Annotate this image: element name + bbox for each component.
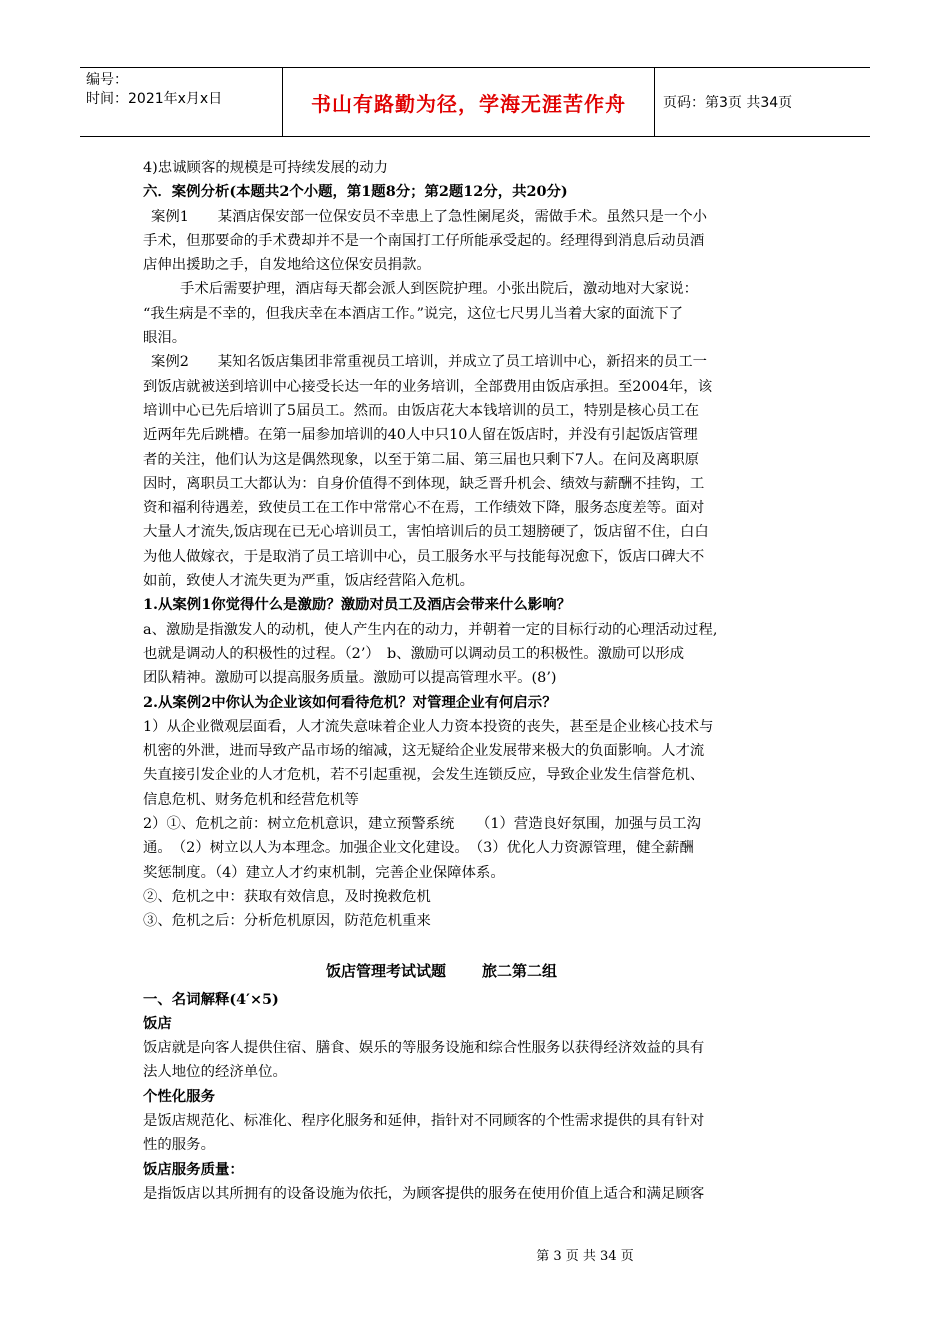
exam-group: 旅二第二组 — [482, 961, 558, 980]
answer-1-line: a、激励是指激发人的动机，使人产生内在的动力，并朝着一定的目标行动的心理活动过程, — [143, 621, 718, 638]
answer-2-line: 失直接引发企业的人才危机，若不引起重视，会发生连锁反应，导致企业发生信誉危机、 — [143, 767, 705, 784]
question-2: 2.从案例2中你认为企业该如何看待危机？对管理企业有何启示？ — [143, 693, 557, 711]
header-page-info: 页码：第3页 共34页 — [663, 95, 793, 111]
case2-line: 资和福利待遇差，致使员工在工作中常常心不在焉，工作绩效下降，服务态度差等。面对 — [143, 500, 705, 517]
case1-line: 眼泪。 — [143, 330, 187, 347]
header-date: 时间：2021年x月x日 — [86, 91, 223, 107]
term-definition: 性的服务。 — [143, 1137, 215, 1154]
case1-line: “我生病是不幸的，但我庆幸在本酒店工作。”说完，这位七尺男儿当着大家的面流下了 — [143, 305, 683, 322]
term-heading: 饭店 — [143, 1014, 172, 1032]
term-heading: 个性化服务 — [143, 1087, 215, 1105]
section-heading: 一、名词解释(4′×5) — [143, 990, 279, 1008]
spacer — [143, 934, 823, 954]
paragraph-line: 4)忠诚顾客的规模是可持续发展的动力 — [143, 160, 389, 176]
exam-title: 饭店管理考试试题 — [326, 961, 447, 980]
case2-line: 培训中心已先后培训了5届员工。然而。由饭店花大本钱培训的员工，特别是核心员工在 — [143, 402, 700, 419]
page-footer: 第 3 页 共 34 页 — [536, 1249, 634, 1264]
answer-2-line: 1）从企业微观层面看，人才流失意味着企业人力资本投资的丧失，甚至是企业核心技术与 — [143, 718, 714, 735]
case1-line: 案例1 某酒店保安部一位保安员不幸患上了急性阑尾炎，需做手术。虽然只是一个小 — [151, 208, 708, 225]
case2-line: 近两年先后跳槽。在第一届参加培训的40人中只10人留在饭店时，并没有引起饭店管理 — [143, 427, 698, 444]
case2-line: 案例2 某知名饭店集团非常重视员工培训，并成立了员工培训中心，新招来的员工一 — [151, 354, 708, 371]
section-heading: 六．案例分析(本题共2个小题，第1题8分；第2题12分，共20分) — [143, 183, 568, 201]
term-definition: 是指饭店以其所拥有的设备设施为依托，为顾客提供的服务在使用价值上适合和满足顾客 — [143, 1185, 705, 1202]
answer-2-line: 通。 （2）树立以人为本理念。加强企业文化建设。 （3）优化人力资源管理，健全薪酬 — [143, 840, 694, 857]
case2-line: 为他人做嫁衣，于是取消了员工培训中心，员工服务水平与技能每况愈下，饭店口碑大不 — [143, 548, 705, 565]
case1-line: 手术后需要护理，酒店每天都会派人到医院护理。小张出院后，激动地对大家说： — [180, 281, 699, 298]
answer-1-line: 也就是调动人的积极性的过程。（2’） b、激励可以调动员工的积极性。激励可以形成 — [143, 645, 684, 662]
term-definition: 法人地位的经济单位。 — [143, 1064, 287, 1081]
question-1: 1.从案例1你觉得什么是激励？激励对员工及酒店会带来什么影响？ — [143, 596, 571, 614]
case1-line: 店伸出援助之手，自发地给这位保安员捐款。 — [143, 257, 431, 274]
case2-line: 者的关注，他们认为这是偶然现象，以至于第二届、第三届也只剩下7人。在问及离职原 — [143, 451, 700, 468]
case2-line: 大量人才流失,饭店现在已无心培训员工，害怕培训后的员工翅膀硬了，饭店留不住，白白 — [143, 524, 709, 541]
header-number: 编号： — [86, 72, 128, 88]
exam-title-row — [143, 954, 823, 988]
case2-line: 到饭店就被送到培训中心接受长达一年的业务培训，全部费用由饭店承担。至2004年，该 — [143, 378, 713, 395]
answer-2-line: 机密的外泄，进而导致产品市场的缩减，这无疑给企业发展带来极大的负面影响。人才流 — [143, 743, 705, 760]
case2-line: 因时，离职员工大都认为：自身价值得不到体现，缺乏晋升机会、绩效与薪酬不挂钩，工 — [143, 475, 705, 492]
case2-line: 如前，致使人才流失更为严重，饭店经营陷入危机。 — [143, 573, 474, 590]
term-heading: 饭店服务质量： — [143, 1160, 244, 1178]
answer-2-line: 2）①、危机之前：树立危机意识，建立预警系统 （1）营造良好氛围，加强与员工沟 — [143, 816, 701, 833]
answer-2-line: ②、危机之中：获取有效信息，及时挽救危机 — [143, 888, 431, 905]
term-definition: 是饭店规范化、标准化、程序化服务和延伸，指针对不同顾客的个性需求提供的具有针对 — [143, 1112, 705, 1129]
answer-2-line: 奖惩制度。（4）建立人才约束机制，完善企业保障体系。 — [143, 864, 505, 881]
header-meta — [80, 68, 282, 136]
answer-1-line: 团队精神。激励可以提高服务质量。激励可以提高管理水平。(8’) — [143, 670, 557, 687]
document-body — [143, 156, 823, 1206]
term-definition: 饭店就是向客人提供住宿、膳食、娱乐的等服务设施和综合性服务以获得经济效益的具有 — [143, 1040, 705, 1057]
header-motto: 书山有路勤为径，学海无涯苦作舟 — [282, 68, 655, 136]
answer-2-line: 信息危机、财务危机和经营危机等 — [143, 791, 359, 808]
answer-2-line: ③、危机之后：分析危机原因，防范危机重来 — [143, 913, 431, 930]
page-header — [80, 67, 870, 137]
case1-line: 手术，但那要命的手术费却并不是一个南国打工仔所能承受起的。经理得到消息后动员酒 — [143, 232, 705, 249]
